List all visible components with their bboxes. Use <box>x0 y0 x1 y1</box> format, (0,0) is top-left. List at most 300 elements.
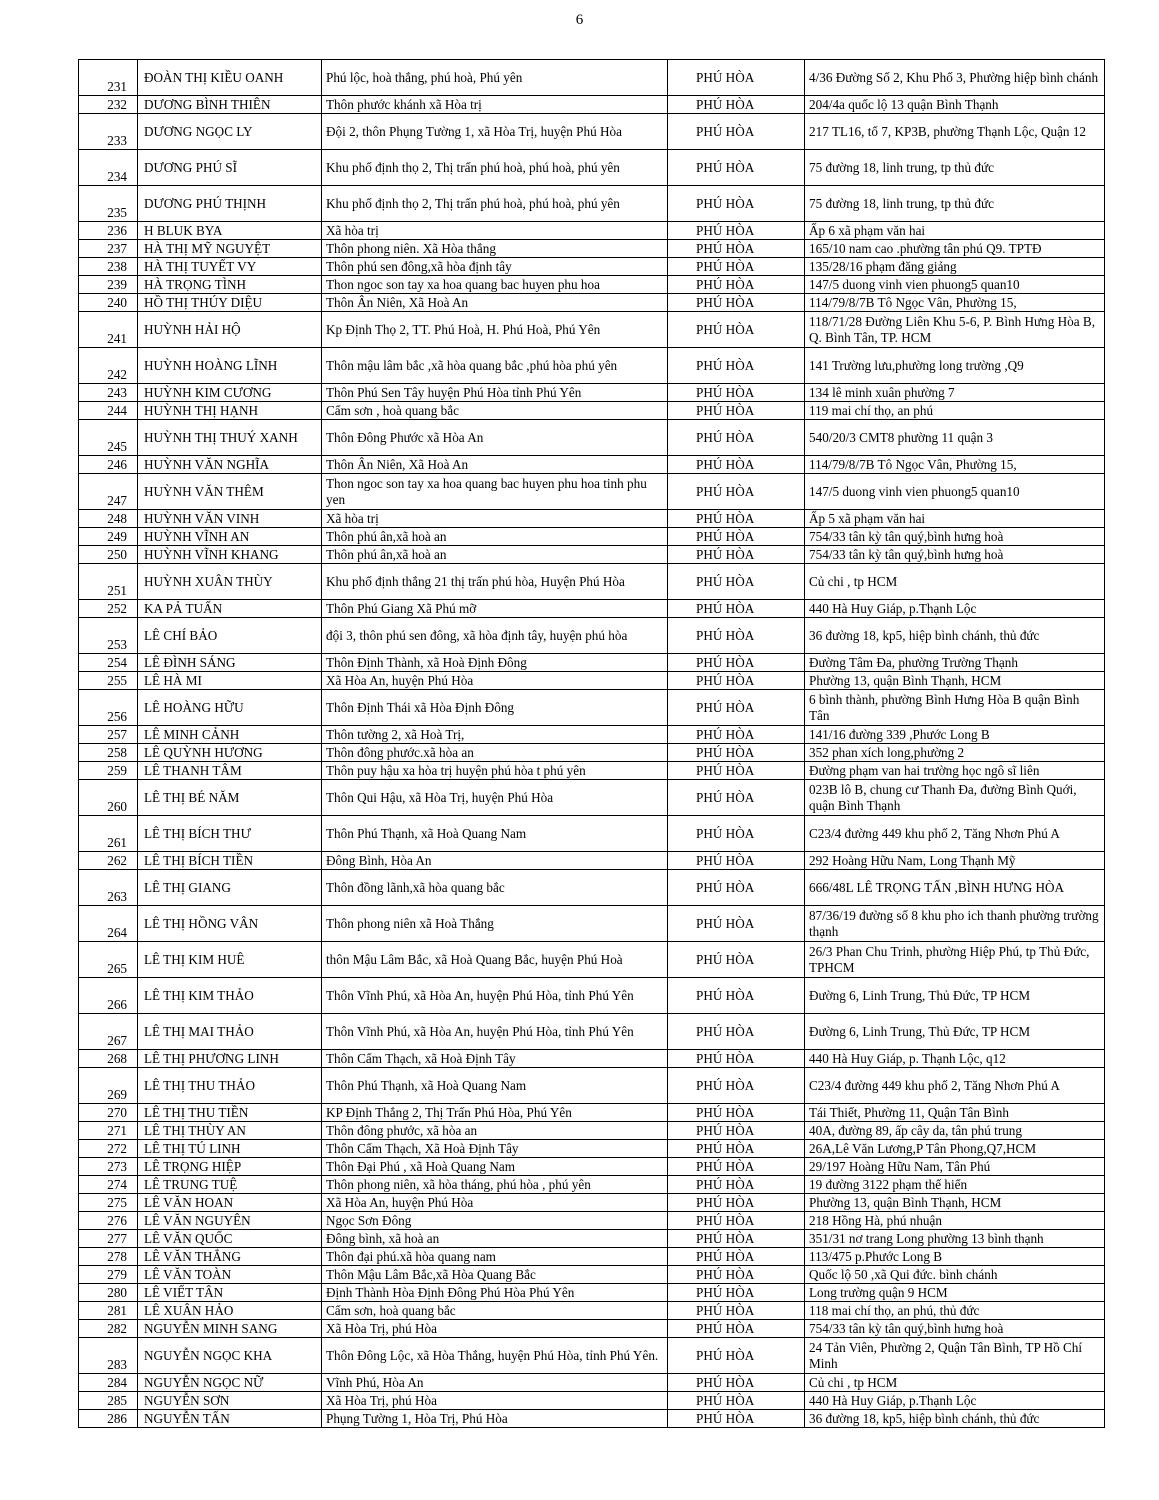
row-number-cell: 262 <box>79 852 138 870</box>
row-number-cell: 277 <box>79 1230 138 1248</box>
district-cell: PHÚ HÒA <box>668 1158 805 1176</box>
table-row <box>79 978 1105 1014</box>
person-name-cell: LÊ VĂN HOAN <box>138 1194 322 1212</box>
person-name-cell: LÊ THỊ KIM THẢO <box>138 978 322 1014</box>
district-cell: PHÚ HÒA <box>668 618 805 654</box>
person-name-cell: HÀ TRỌNG TÌNH <box>138 276 322 294</box>
current-address-cell: 440 Hà Huy Giáp, p.Thạnh Lộc <box>805 1392 1105 1410</box>
current-address-cell: 26A,Lê Văn Lương,P Tân Phong,Q7,HCM <box>805 1140 1105 1158</box>
district-cell: PHÚ HÒA <box>668 780 805 816</box>
row-number-cell: 274 <box>79 1176 138 1194</box>
current-address-cell: 19 đường 3122 phạm thế hiển <box>805 1176 1105 1194</box>
row-number-cell: 261 <box>79 816 138 852</box>
person-name-cell: LÊ QUỲNH HƯƠNG <box>138 744 322 762</box>
district-cell: PHÚ HÒA <box>668 564 805 600</box>
current-address-cell: Đường 6, Linh Trung, Thủ Đức, TP HCM <box>805 978 1105 1014</box>
current-address-cell: C23/4 đường 449 khu phố 2, Tăng Nhơn Phú A <box>805 816 1105 852</box>
current-address-cell: 119 mai chí thọ, an phú <box>805 402 1105 420</box>
district-cell: PHÚ HÒA <box>668 528 805 546</box>
person-name-cell: LÊ TRỌNG HIỆP <box>138 1158 322 1176</box>
row-number-cell: 258 <box>79 744 138 762</box>
table-row <box>79 870 1105 906</box>
district-cell: PHÚ HÒA <box>668 420 805 456</box>
home-address-cell: Xã Hòa An, huyện Phú Hòa <box>322 672 668 690</box>
row-number-cell: 254 <box>79 654 138 672</box>
table-row <box>79 474 1105 510</box>
person-name-cell: NGUYỄN NGỌC NỮ <box>138 1374 322 1392</box>
current-address-cell: 75 đường 18, linh trung, tp thủ đức <box>805 150 1105 186</box>
row-number-cell: 270 <box>79 1104 138 1122</box>
district-cell: PHÚ HÒA <box>668 1104 805 1122</box>
table-row <box>79 420 1105 456</box>
current-address-cell: 754/33 tân kỳ tân quý,bình hưng hoà <box>805 1320 1105 1338</box>
person-name-cell: LÊ THỊ HỒNG VÂN <box>138 906 322 942</box>
person-name-cell: NGUYỄN TẤN <box>138 1410 322 1428</box>
person-name-cell: DƯƠNG NGỌC LY <box>138 114 322 150</box>
table-row <box>79 1050 1105 1068</box>
table-row <box>79 672 1105 690</box>
current-address-cell: 24 Tản Viên, Phường 2, Quận Tân Bình, TP Hồ Chí Minh <box>805 1338 1105 1374</box>
district-cell: PHÚ HÒA <box>668 1248 805 1266</box>
person-name-cell: HUỲNH VĂN NGHĨA <box>138 456 322 474</box>
current-address-cell: 352 phan xích long,phường 2 <box>805 744 1105 762</box>
district-cell: PHÚ HÒA <box>668 1320 805 1338</box>
table-row <box>79 690 1105 726</box>
row-number-cell: 243 <box>79 384 138 402</box>
home-address-cell: Thôn đồng lãnh,xã hòa quang bắc <box>322 870 668 906</box>
home-address-cell: Thôn phong niên. Xã Hòa thắng <box>322 240 668 258</box>
current-address-cell: 75 đường 18, linh trung, tp thủ đức <box>805 186 1105 222</box>
current-address-cell: 134 lê minh xuân phường 7 <box>805 384 1105 402</box>
person-name-cell: LÊ THỊ GIANG <box>138 870 322 906</box>
person-name-cell: HUỲNH VĨNH KHANG <box>138 546 322 564</box>
home-address-cell: Đội 2, thôn Phụng Tường 1, xã Hòa Trị, huyện Phú Hòa <box>322 114 668 150</box>
district-cell: PHÚ HÒA <box>668 600 805 618</box>
current-address-cell: 114/79/8/7B Tô Ngọc Vân, Phường 15, <box>805 294 1105 312</box>
current-address-cell: 141/16 đường 339 ,Phước Long B <box>805 726 1105 744</box>
row-number-cell: 284 <box>79 1374 138 1392</box>
district-cell: PHÚ HÒA <box>668 240 805 258</box>
district-cell: PHÚ HÒA <box>668 726 805 744</box>
district-cell: PHÚ HÒA <box>668 348 805 384</box>
person-name-cell: HUỲNH XUÂN THÙY <box>138 564 322 600</box>
home-address-cell: Xã hòa trị <box>322 510 668 528</box>
home-address-cell: Thôn đông phước.xã hòa an <box>322 744 668 762</box>
current-address-cell: 113/475 p.Phước Long B <box>805 1248 1105 1266</box>
home-address-cell: Khu phố định thọ 2, Thị trấn phú hoà, phú hoà, phú yên <box>322 186 668 222</box>
table-row <box>79 60 1105 96</box>
table-row <box>79 222 1105 240</box>
row-number-cell: 253 <box>79 618 138 654</box>
district-cell: PHÚ HÒA <box>668 60 805 96</box>
person-name-cell: LÊ ĐÌNH SÁNG <box>138 654 322 672</box>
home-address-cell: Thôn phong niên, xã hòa tháng, phú hòa , phú yên <box>322 1176 668 1194</box>
table-row <box>79 384 1105 402</box>
home-address-cell: Thôn phong niên xã Hoà Thắng <box>322 906 668 942</box>
row-number-cell: 273 <box>79 1158 138 1176</box>
home-address-cell: Thôn Phú Thạnh, xã Hoà Quang Nam <box>322 1068 668 1104</box>
row-number-cell: 282 <box>79 1320 138 1338</box>
district-cell: PHÚ HÒA <box>668 150 805 186</box>
row-number-cell: 271 <box>79 1122 138 1140</box>
table-row <box>79 276 1105 294</box>
table-row <box>79 258 1105 276</box>
person-name-cell: HUỲNH THỊ HẠNH <box>138 402 322 420</box>
person-name-cell: H BLUK BYA <box>138 222 322 240</box>
home-address-cell: Thôn đông phước, xã hòa an <box>322 1122 668 1140</box>
district-cell: PHÚ HÒA <box>668 1050 805 1068</box>
table-row <box>79 564 1105 600</box>
district-cell: PHÚ HÒA <box>668 762 805 780</box>
row-number-cell: 283 <box>79 1338 138 1374</box>
person-name-cell: DƯƠNG PHÚ THỊNH <box>138 186 322 222</box>
row-number-cell: 272 <box>79 1140 138 1158</box>
person-name-cell: NGUYỄN NGỌC KHA <box>138 1338 322 1374</box>
row-number-cell: 247 <box>79 474 138 510</box>
home-address-cell: Thôn puy hậu xa hòa trị huyện phú hòa t phú yên <box>322 762 668 780</box>
table-row <box>79 852 1105 870</box>
current-address-cell: 26/3 Phan Chu Trinh, phường Hiệp Phú, tp Thủ Đức, TPHCM <box>805 942 1105 978</box>
current-address-cell: 40A, đường 89, ấp cây da, tân phú trung <box>805 1122 1105 1140</box>
home-address-cell: Thôn phú ân,xã hoà an <box>322 546 668 564</box>
row-number-cell: 233 <box>79 114 138 150</box>
table-row <box>79 1140 1105 1158</box>
table-row <box>79 1122 1105 1140</box>
home-address-cell: Xã Hòa Trị, phú Hòa <box>322 1392 668 1410</box>
district-cell: PHÚ HÒA <box>668 1374 805 1392</box>
district-cell: PHÚ HÒA <box>668 978 805 1014</box>
person-name-cell: LÊ TRUNG TUỆ <box>138 1176 322 1194</box>
table-row <box>79 1248 1105 1266</box>
current-address-cell: 165/10 nam cao .phường tân phú Q9. TPTĐ <box>805 240 1105 258</box>
current-address-cell: 147/5 duong vinh vien phuong5 quan10 <box>805 474 1105 510</box>
district-cell: PHÚ HÒA <box>668 114 805 150</box>
current-address-cell: Phường 13, quận Bình Thạnh, HCM <box>805 1194 1105 1212</box>
home-address-cell: Thôn phước khánh xã Hòa trị <box>322 96 668 114</box>
home-address-cell: Khu phố định thắng 21 thị trấn phú hòa, Huyện Phú Hòa <box>322 564 668 600</box>
row-number-cell: 248 <box>79 510 138 528</box>
district-cell: PHÚ HÒA <box>668 276 805 294</box>
person-name-cell: LÊ THỊ BÉ NĂM <box>138 780 322 816</box>
home-address-cell: Xã Hòa Trị, phú Hòa <box>322 1320 668 1338</box>
person-name-cell: HUỲNH VĨNH AN <box>138 528 322 546</box>
home-address-cell: Thôn Định Thái xã Hòa Định Đông <box>322 690 668 726</box>
row-number-cell: 244 <box>79 402 138 420</box>
row-number-cell: 251 <box>79 564 138 600</box>
home-address-cell: Thôn Ân Niên, Xã Hoà An <box>322 294 668 312</box>
home-address-cell: Thôn Qui Hậu, xã Hòa Trị, huyện Phú Hòa <box>322 780 668 816</box>
current-address-cell: Phường 13, quận Bình Thạnh, HCM <box>805 672 1105 690</box>
current-address-cell: Ấp 5 xã phạm văn hai <box>805 510 1105 528</box>
current-address-cell: 217 TL16, tổ 7, KP3B, phường Thạnh Lộc, Quận 12 <box>805 114 1105 150</box>
current-address-cell: 141 Trường lưu,phường long trường ,Q9 <box>805 348 1105 384</box>
district-cell: PHÚ HÒA <box>668 672 805 690</box>
home-address-cell: Thôn Ân Niên, Xã Hoà An <box>322 456 668 474</box>
row-number-cell: 275 <box>79 1194 138 1212</box>
current-address-cell: 440 Hà Huy Giáp, p. Thạnh Lộc, q12 <box>805 1050 1105 1068</box>
row-number-cell: 269 <box>79 1068 138 1104</box>
current-address-cell: Đường phạm van hai trường học ngô sĩ liên <box>805 762 1105 780</box>
person-name-cell: LÊ VĂN TOÀN <box>138 1266 322 1284</box>
current-address-cell: 29/197 Hoàng Hữu Nam, Tân Phú <box>805 1158 1105 1176</box>
current-address-cell: 118/71/28 Đường Liên Khu 5-6, P. Bình Hưng Hòa B, Q. Bình Tân, TP. HCM <box>805 312 1105 348</box>
table-row <box>79 762 1105 780</box>
district-cell: PHÚ HÒA <box>668 1194 805 1212</box>
district-cell: PHÚ HÒA <box>668 456 805 474</box>
home-address-cell: Thôn đại phú.xã hòa quang nam <box>322 1248 668 1266</box>
district-cell: PHÚ HÒA <box>668 510 805 528</box>
row-number-cell: 239 <box>79 276 138 294</box>
table-row <box>79 780 1105 816</box>
home-address-cell: Thon ngoc son tay xa hoa quang bac huyen phu hoa tinh phu yen <box>322 474 668 510</box>
district-cell: PHÚ HÒA <box>668 816 805 852</box>
person-name-cell: LÊ XUÂN HẢO <box>138 1302 322 1320</box>
table-row <box>79 654 1105 672</box>
row-number-cell: 256 <box>79 690 138 726</box>
table-row <box>79 906 1105 942</box>
person-name-cell: HUỲNH VĂN THÊM <box>138 474 322 510</box>
table-row <box>79 240 1105 258</box>
home-address-cell: Thôn Vĩnh Phú, xã Hòa An, huyện Phú Hòa, tỉnh Phú Yên <box>322 1014 668 1050</box>
district-cell: PHÚ HÒA <box>668 1266 805 1284</box>
person-name-cell: LÊ THỊ BÍCH TIỀN <box>138 852 322 870</box>
table-row <box>79 600 1105 618</box>
table-row <box>79 1374 1105 1392</box>
person-name-cell: DƯƠNG PHÚ SĨ <box>138 150 322 186</box>
home-address-cell: Thôn Phú Giang Xã Phú mỡ <box>322 600 668 618</box>
table-row <box>79 546 1105 564</box>
person-name-cell: HỒ THỊ THÚY DIỆU <box>138 294 322 312</box>
row-number-cell: 249 <box>79 528 138 546</box>
district-cell: PHÚ HÒA <box>668 1176 805 1194</box>
person-name-cell: HUỲNH HOÀNG LĨNH <box>138 348 322 384</box>
table-row <box>79 1158 1105 1176</box>
current-address-cell: 023B lô B, chung cư Thanh Đa, đường Bình Quới, quận Bình Thạnh <box>805 780 1105 816</box>
current-address-cell: 540/20/3 CMT8 phường 11 quận 3 <box>805 420 1105 456</box>
current-address-cell: 666/48L LÊ TRỌNG TẤN ,BÌNH HƯNG HÒA <box>805 870 1105 906</box>
row-number-cell: 263 <box>79 870 138 906</box>
home-address-cell: KP Định Thắng 2, Thị Trấn Phú Hòa, Phú Yên <box>322 1104 668 1122</box>
district-cell: PHÚ HÒA <box>668 870 805 906</box>
current-address-cell: 135/28/16 phạm đăng giảng <box>805 258 1105 276</box>
row-number-cell: 259 <box>79 762 138 780</box>
home-address-cell: đội 3, thôn phú sen đông, xã hòa định tây, huyện phú hòa <box>322 618 668 654</box>
person-name-cell: LÊ VIẾT TÂN <box>138 1284 322 1302</box>
roster-body <box>79 60 1105 1428</box>
table-row <box>79 1194 1105 1212</box>
district-cell: PHÚ HÒA <box>668 1410 805 1428</box>
home-address-cell: Thôn Phú Thạnh, xã Hoà Quang Nam <box>322 816 668 852</box>
district-cell: PHÚ HÒA <box>668 1140 805 1158</box>
person-name-cell: LÊ THỊ PHƯƠNG LINH <box>138 1050 322 1068</box>
district-cell: PHÚ HÒA <box>668 1212 805 1230</box>
table-row <box>79 1284 1105 1302</box>
table-row <box>79 1320 1105 1338</box>
district-cell: PHÚ HÒA <box>668 906 805 942</box>
district-cell: PHÚ HÒA <box>668 744 805 762</box>
district-cell: PHÚ HÒA <box>668 1122 805 1140</box>
current-address-cell: Ấp 6 xã phạm văn hai <box>805 222 1105 240</box>
person-name-cell: LÊ THỊ BÍCH THƯ <box>138 816 322 852</box>
current-address-cell: 754/33 tân kỳ tân quý,bình hưng hoà <box>805 546 1105 564</box>
home-address-cell: Cẩm sơn, hoà quang bắc <box>322 1302 668 1320</box>
table-row <box>79 96 1105 114</box>
table-row <box>79 1068 1105 1104</box>
table-row <box>79 150 1105 186</box>
row-number-cell: 252 <box>79 600 138 618</box>
person-name-cell: LÊ THỊ THU TIỀN <box>138 1104 322 1122</box>
table-row <box>79 1302 1105 1320</box>
row-number-cell: 245 <box>79 420 138 456</box>
district-cell: PHÚ HÒA <box>668 96 805 114</box>
home-address-cell: Thôn phú ân,xã hoà an <box>322 528 668 546</box>
table-row <box>79 1230 1105 1248</box>
home-address-cell: Thôn phú sen đông,xã hòa định tây <box>322 258 668 276</box>
row-number-cell: 238 <box>79 258 138 276</box>
current-address-cell: 147/5 duong vinh vien phuong5 quan10 <box>805 276 1105 294</box>
home-address-cell: Thôn Cẩm Thạch, xã Hoà Định Tây <box>322 1050 668 1068</box>
table-row <box>79 186 1105 222</box>
district-cell: PHÚ HÒA <box>668 474 805 510</box>
table-row <box>79 1014 1105 1050</box>
district-cell: PHÚ HÒA <box>668 654 805 672</box>
home-address-cell: Thôn Mậu Lâm Bắc,xã Hòa Quang Bắc <box>322 1266 668 1284</box>
row-number-cell: 255 <box>79 672 138 690</box>
person-name-cell: NGUYỄN MINH SANG <box>138 1320 322 1338</box>
person-name-cell: HÀ THỊ TUYẾT VY <box>138 258 322 276</box>
current-address-cell: Tái Thiết, Phường 11, Quận Tân Bình <box>805 1104 1105 1122</box>
person-name-cell: LÊ CHÍ BẢO <box>138 618 322 654</box>
person-name-cell: LÊ MINH CẢNH <box>138 726 322 744</box>
district-cell: PHÚ HÒA <box>668 1284 805 1302</box>
district-cell: PHÚ HÒA <box>668 1068 805 1104</box>
row-number-cell: 231 <box>79 60 138 96</box>
table-row <box>79 1176 1105 1194</box>
person-name-cell: LÊ VĂN THẮNG <box>138 1248 322 1266</box>
current-address-cell: Củ chi , tp HCM <box>805 1374 1105 1392</box>
row-number-cell: 265 <box>79 942 138 978</box>
person-name-cell: ĐOÀN THỊ KIỀU OANH <box>138 60 322 96</box>
current-address-cell: 6 bình thành, phường Bình Hưng Hòa B quận Bình Tân <box>805 690 1105 726</box>
district-cell: PHÚ HÒA <box>668 942 805 978</box>
row-number-cell: 235 <box>79 186 138 222</box>
district-cell: PHÚ HÒA <box>668 852 805 870</box>
row-number-cell: 260 <box>79 780 138 816</box>
table-row <box>79 510 1105 528</box>
home-address-cell: Cẩm sơn , hoà quang bắc <box>322 402 668 420</box>
home-address-cell: Thôn Vĩnh Phú, xã Hòa An, huyện Phú Hòa, tỉnh Phú Yên <box>322 978 668 1014</box>
table-row <box>79 456 1105 474</box>
home-address-cell: Thôn tường 2, xã Hoà Trị, <box>322 726 668 744</box>
person-name-cell: LÊ THỊ THÙY AN <box>138 1122 322 1140</box>
district-cell: PHÚ HÒA <box>668 258 805 276</box>
current-address-cell: C23/4 đường 449 khu phố 2, Tăng Nhơn Phú A <box>805 1068 1105 1104</box>
row-number-cell: 242 <box>79 348 138 384</box>
current-address-cell: Long trường quận 9 HCM <box>805 1284 1105 1302</box>
roster-table <box>78 59 1105 1428</box>
district-cell: PHÚ HÒA <box>668 690 805 726</box>
home-address-cell: Thôn Đại Phú , xã Hoà Quang Nam <box>322 1158 668 1176</box>
row-number-cell: 237 <box>79 240 138 258</box>
current-address-cell: 204/4a quốc lộ 13 quận Bình Thạnh <box>805 96 1105 114</box>
home-address-cell: Thôn Định Thành, xã Hoà Định Đông <box>322 654 668 672</box>
district-cell: PHÚ HÒA <box>668 1230 805 1248</box>
home-address-cell: Kp Định Thọ 2, TT. Phú Hoà, H. Phú Hoà, Phú Yên <box>322 312 668 348</box>
current-address-cell: 114/79/8/7B Tô Ngọc Vân, Phường 15, <box>805 456 1105 474</box>
table-row <box>79 1410 1105 1428</box>
current-address-cell: Quốc lộ 50 ,xã Qui đức. bình chánh <box>805 1266 1105 1284</box>
home-address-cell: Thôn Đông Lộc, xã Hòa Thắng, huyện Phú Hòa, tỉnh Phú Yên. <box>322 1338 668 1374</box>
district-cell: PHÚ HÒA <box>668 546 805 564</box>
current-address-cell: 118 mai chí thọ, an phú, thủ đức <box>805 1302 1105 1320</box>
home-address-cell: Định Thành Hòa Định Đông Phú Hòa Phú Yên <box>322 1284 668 1302</box>
home-address-cell: Thôn Phú Sen Tây huyện Phú Hòa tỉnh Phú Yên <box>322 384 668 402</box>
person-name-cell: LÊ THỊ THU THẢO <box>138 1068 322 1104</box>
person-name-cell: LÊ VĂN QUỐC <box>138 1230 322 1248</box>
person-name-cell: HUỲNH KIM CƯƠNG <box>138 384 322 402</box>
person-name-cell: LÊ THỊ MAI THẢO <box>138 1014 322 1050</box>
row-number-cell: 286 <box>79 1410 138 1428</box>
home-address-cell: Khu phố định thọ 2, Thị trấn phú hoà, phú hoà, phú yên <box>322 150 668 186</box>
table-row <box>79 942 1105 978</box>
home-address-cell: Ngọc Sơn Đông <box>322 1212 668 1230</box>
person-name-cell: KA PẢ TUẤN <box>138 600 322 618</box>
home-address-cell: Vĩnh Phú, Hòa An <box>322 1374 668 1392</box>
current-address-cell: Đường Tâm Đa, phường Trường Thạnh <box>805 654 1105 672</box>
row-number-cell: 232 <box>79 96 138 114</box>
page-number: 6 <box>575 12 584 28</box>
row-number-cell: 236 <box>79 222 138 240</box>
district-cell: PHÚ HÒA <box>668 1302 805 1320</box>
table-row <box>79 114 1105 150</box>
table-row <box>79 1266 1105 1284</box>
district-cell: PHÚ HÒA <box>668 312 805 348</box>
current-address-cell: 754/33 tân kỳ tân quý,bình hưng hoà <box>805 528 1105 546</box>
current-address-cell: 440 Hà Huy Giáp, p.Thạnh Lộc <box>805 600 1105 618</box>
home-address-cell: Đông Bình, Hòa An <box>322 852 668 870</box>
row-number-cell: 278 <box>79 1248 138 1266</box>
row-number-cell: 246 <box>79 456 138 474</box>
row-number-cell: 234 <box>79 150 138 186</box>
table-row <box>79 528 1105 546</box>
home-address-cell: Xã hòa trị <box>322 222 668 240</box>
home-address-cell: Phụng Tường 1, Hòa Trị, Phú Hòa <box>322 1410 668 1428</box>
person-name-cell: LÊ VĂN NGUYÊN <box>138 1212 322 1230</box>
current-address-cell: 36 đường 18, kp5, hiệp bình chánh, thủ đức <box>805 1410 1105 1428</box>
district-cell: PHÚ HÒA <box>668 1014 805 1050</box>
district-cell: PHÚ HÒA <box>668 222 805 240</box>
person-name-cell: LÊ THANH TÂM <box>138 762 322 780</box>
row-number-cell: 250 <box>79 546 138 564</box>
row-number-cell: 280 <box>79 1284 138 1302</box>
person-name-cell: HÀ THỊ MỸ NGUYỆT <box>138 240 322 258</box>
row-number-cell: 266 <box>79 978 138 1014</box>
home-address-cell: Đông bình, xã hoà an <box>322 1230 668 1248</box>
table-row <box>79 726 1105 744</box>
current-address-cell: 4/36 Đường Số 2, Khu Phố 3, Phường hiệp bình chánh <box>805 60 1105 96</box>
row-number-cell: 257 <box>79 726 138 744</box>
person-name-cell: HUỲNH HẢI HỘ <box>138 312 322 348</box>
district-cell: PHÚ HÒA <box>668 1392 805 1410</box>
row-number-cell: 264 <box>79 906 138 942</box>
person-name-cell: HUỲNH THỊ THUÝ XANH <box>138 420 322 456</box>
home-address-cell: Thôn mậu lâm bắc ,xã hòa quang bắc ,phú hòa phú yên <box>322 348 668 384</box>
table-row <box>79 402 1105 420</box>
person-name-cell: HUỲNH VĂN VINH <box>138 510 322 528</box>
home-address-cell: Thôn Đông Phước xã Hòa An <box>322 420 668 456</box>
district-cell: PHÚ HÒA <box>668 1338 805 1374</box>
district-cell: PHÚ HÒA <box>668 186 805 222</box>
